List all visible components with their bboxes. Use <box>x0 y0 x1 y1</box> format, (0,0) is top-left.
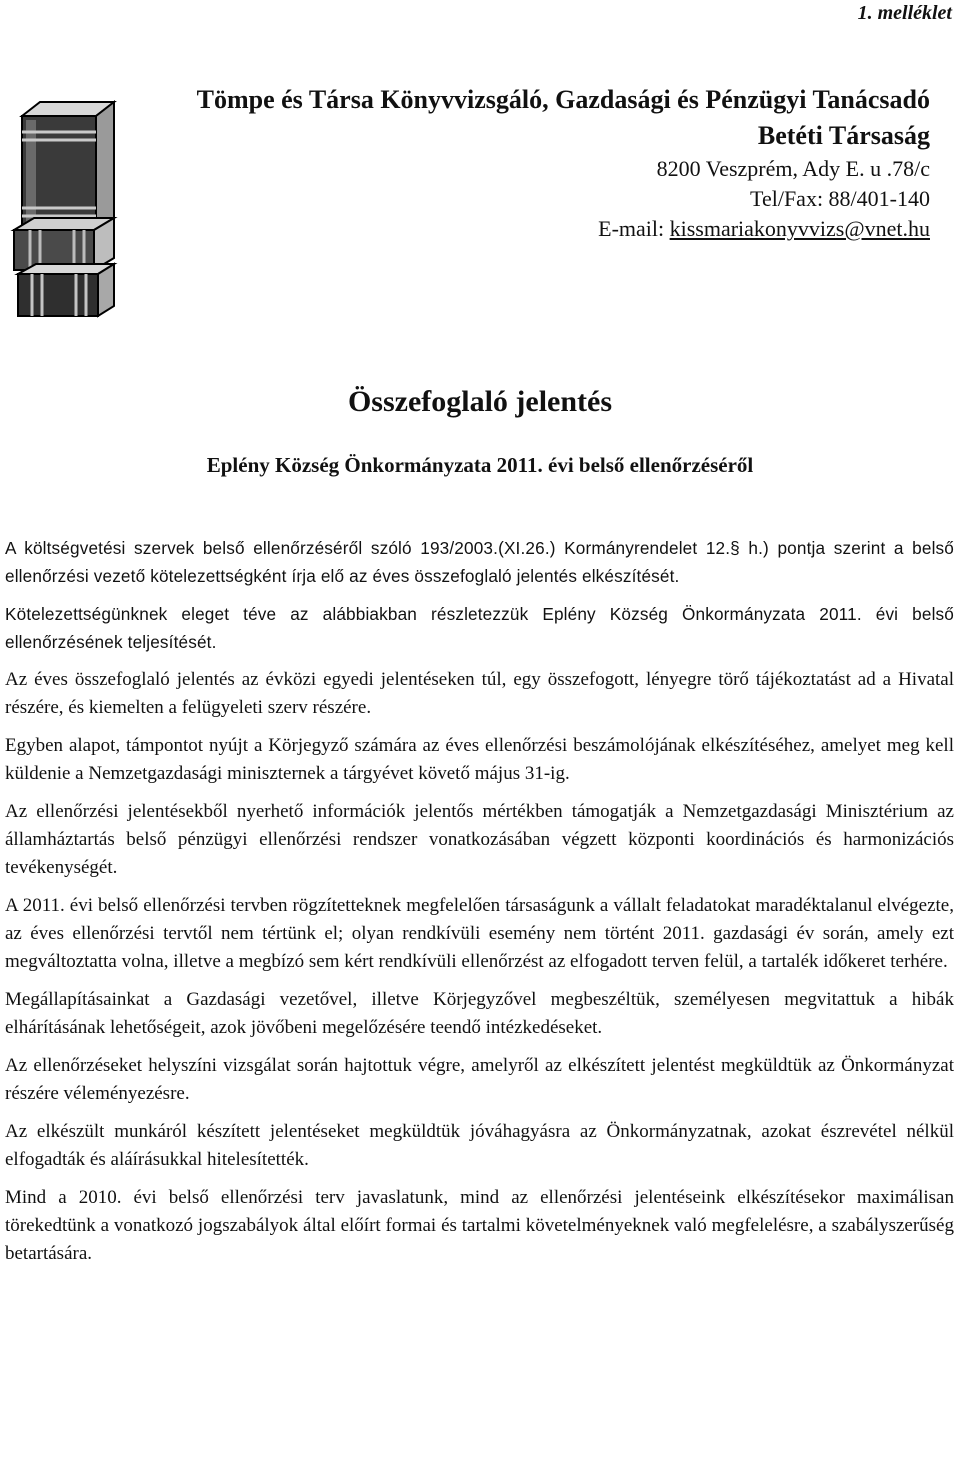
report-subtitle: Eplény Község Önkormányzata 2011. évi belső ellenőrzéséről <box>206 453 754 477</box>
company-name-line2: Betéti Társaság <box>757 121 930 150</box>
company-email-line <box>197 214 930 244</box>
email-label: E-mail: <box>598 216 670 241</box>
email-link[interactable]: kissmariakonyvvizs@vnet.hu <box>669 216 930 241</box>
company-address: 8200 Veszprém, Ady E. u .78/c <box>656 156 930 181</box>
book-stack-icon <box>10 98 118 322</box>
company-name-line1: Tömpe és Társa Könyvvizsgáló, Gazdasági és Pénzügyi Tanácsadó <box>196 85 930 114</box>
report-body <box>5 534 954 1278</box>
company-phone: Tel/Fax: 88/401-140 <box>750 186 930 211</box>
letterhead <box>197 82 930 244</box>
paragraph-reports-approved: Az elkészült munkáról készített jelentéseket megküldtük jóváhagyásra az Önkormányzatnak, azokat észrevétel nélkül elfogadták és aláírásukkal hitelesítették. <box>5 1121 954 1170</box>
report-title: Összefoglaló jelentés <box>347 385 613 418</box>
paragraph-legal-basis: A költségvetési szervek belső ellenőrzéséről szóló 193/2003.(XI.26.) Kormányrendelet 12.§ h.) pontja szerint a belső ellenőrzési vezető kötelezettségként írja elő az éves összefoglaló jelentés elkészítését. <box>5 538 954 586</box>
annex-label: 1. melléklet <box>857 2 952 24</box>
paragraph-compliance: Mind a 2010. évi belső ellenőrzési terv javaslatunk, mind az ellenőrzési jelentéseink elkészítésekor maximálisan törekedtünk a vonatkozó jogszabályok által előírt formai és tartalmi követelményeknek való megfelelésre, a szabályszerűség betartására. <box>5 1187 954 1264</box>
paragraph-onsite-audits: Az ellenőrzéseket helyszíni vizsgálat során hajtottuk végre, amelyről az elkészített jelentést megküldtük az Önkormányzat részére véleményezésre. <box>5 1055 954 1104</box>
paragraph-ministry-support: Az ellenőrzési jelentésekből nyerhető információk jelentős mértékben támogatják a Nemzetgazdasági Minisztérium az államháztartás belső pénzügyi ellenőrzési rendszer vonatkozásában végzett központi koordinációs és harmonizációs tevékenységét. <box>5 801 954 878</box>
paragraph-obligation: Kötelezettségünknek eleget téve az alábbiakban részletezzük Eplény Község Önkormányzata 2011. évi belső ellenőrzésének teljesítését. <box>5 604 954 652</box>
paragraph-findings-discussed: Megállapításainkat a Gazdasági vezetővel, illetve Körjegyzővel megbeszéltük, személyesen megvitattuk a hibák elhárításának lehetőségeit, azok jövőbeni megelőzésére teendő intézkedéseket. <box>5 989 954 1038</box>
paragraph-summary-purpose: Az éves összefoglaló jelentés az évközi egyedi jelentéseken túl, egy összefogott, lényegre törő tájékoztatást ad a Hivatal részére, és kiemelten a felügyeleti szerv részére. <box>5 669 954 718</box>
paragraph-plan-execution: A 2011. évi belső ellenőrzési tervben rögzítetteknek megfelelően társaságunk a vállalt feladatokat maradéktalanul elvégezte, az éves ellenőrzési tervtől nem tértünk el; olyan rendkívüli esemény nem történt 2011. gazdasági év során, amely ezt megváltoztatta volna, illetve a megbízó sem kért rendkívüli ellenőrzést az elfogadott terven felül, a tartalék időkeret terhére. <box>5 895 954 972</box>
paragraph-basis-for-notary: Egyben alapot, támpontot nyújt a Körjegyző számára az éves ellenőrzési beszámolójának elkészítéséhez, amelyet meg kell küldenie a Nemzetgazdasági miniszternek a tárgyévet követő május 31-ig. <box>5 735 954 784</box>
